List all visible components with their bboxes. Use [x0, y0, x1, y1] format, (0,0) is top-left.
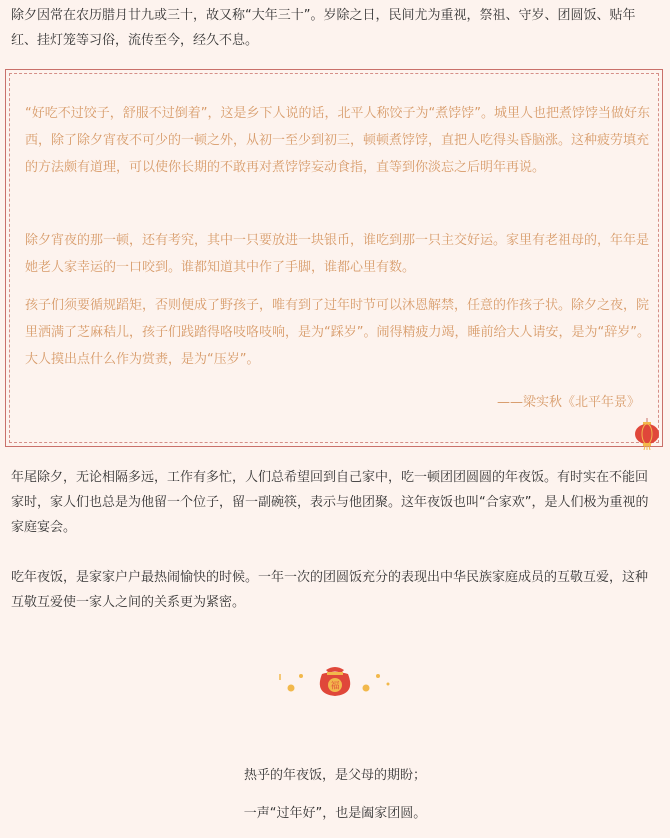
dot-left-1 [288, 685, 295, 692]
quote-attribution: ——梁实秋《北平年景》 [496, 395, 640, 410]
bag-tie [327, 672, 343, 675]
lantern-icon [632, 418, 662, 450]
dot-right-3 [387, 683, 390, 686]
dinner-paragraph: 吃年夜饭，是家家户户最热闹愉快的时候。一年一次的团圆饭充分的表现出中华民族家庭成员的互敬互爱，这种互敬互爱使一家人之间的关系更为紧密。 [11, 570, 649, 610]
quote-box [5, 69, 663, 447]
dot-left-2 [299, 674, 303, 678]
quote-paragraph-3: 孩子们须要循规蹈矩，否则便成了野孩子，唯有到了过年时节可以沐恩解禁，任意的作孩子状。除夕之夜，院里洒满了芝麻秸儿，孩子们践踏得咯吱咯吱响，是为“踩岁”。闹得精疲力竭，睡前给大人请安，是为“辞岁”。大人摸出点什么作为赏赉，是为“压岁”。 [25, 298, 650, 367]
bag-char: 福 [330, 681, 340, 692]
dot-right-2 [376, 674, 380, 678]
closing-line-1: 热乎的年夜饭，是父母的期盼； [243, 768, 426, 783]
lucky-bag-ornament [270, 660, 400, 700]
closing-line-2: 一声“过年好”，也是阖家团圆。 [243, 806, 427, 821]
intro-paragraph: 除夕因常在农历腊月廿九或三十，故又称“大年三十”。岁除之日，民间尤为重视，祭祖、守岁、团圆饭、贴年红、挂灯笼等习俗，流传至今，经久不息。 [11, 8, 636, 48]
quote-paragraph-1: “好吃不过饺子，舒服不过倒着”，这是乡下人说的话，北平人称饺子为“煮饽饽”。城里人也把煮饽饽当做好东西，除了除夕宵夜不可少的一顿之外，从初一至少到初三，顿顿煮饽饽，直把人吃得头昏脑涨。这种疲劳填充的方法颇有道理，可以使你长期的不敢再对煮饽饽妄动食指，直等到你淡忘之后明年再说。 [25, 106, 650, 175]
dot-right-1 [363, 685, 370, 692]
reunion-paragraph: 年尾除夕，无论相隔多远，工作有多忙，人们总希望回到自己家中，吃一顿团团圆圆的年夜饭。有时实在不能回家时，家人们也总是为他留一个位子，留一副碗筷，表示与他团聚。这年夜饭也叫“合家欢”，是人们极为重视的家庭宴会。 [11, 470, 649, 535]
quote-paragraph-2: 除夕宵夜的那一顿，还有考究，其中一只要放进一块银币，谁吃到那一只主交好运。家里有老祖母的，年年是她老人家幸运的一口咬到。谁都知道其中作了手脚，谁都心里有数。 [25, 233, 650, 275]
